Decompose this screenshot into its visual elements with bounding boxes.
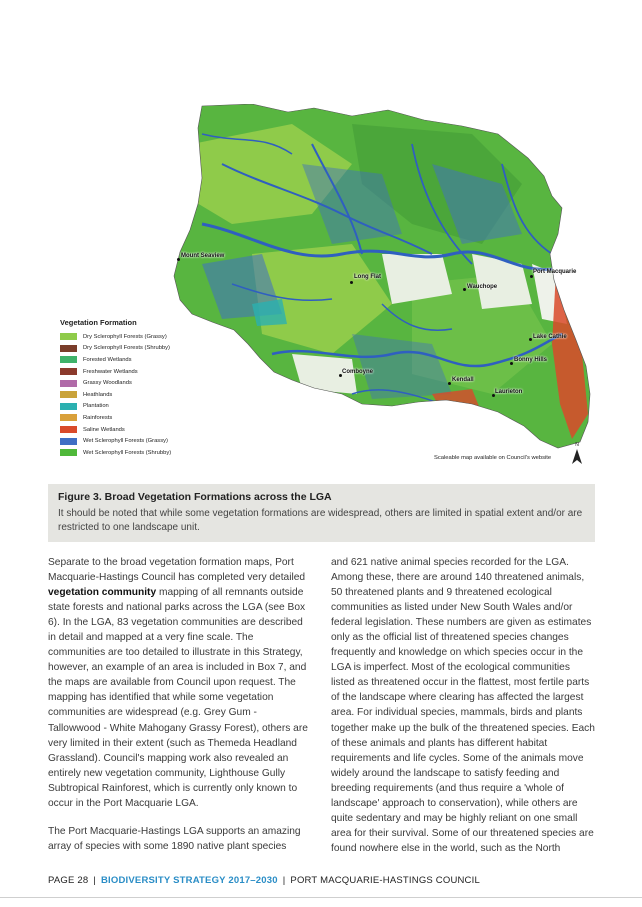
legend-label: Wet Sclerophyll Forests (Shrubby) bbox=[83, 449, 172, 456]
footer-rule bbox=[0, 897, 642, 898]
legend-swatch bbox=[60, 426, 77, 433]
document-title: BIODIVERSITY STRATEGY 2017–2030 bbox=[100, 875, 278, 886]
footer-separator: | bbox=[282, 875, 286, 886]
map-legend bbox=[60, 318, 210, 459]
legend-label: Plantation bbox=[83, 403, 109, 410]
town-label-wauchope: Wauchope bbox=[467, 284, 498, 290]
footer-separator: | bbox=[93, 875, 96, 886]
town-marker bbox=[463, 288, 466, 291]
town-label-port-macquarie: Port Macquarie bbox=[533, 269, 577, 275]
figure-note: It should be noted that while some vegetation formations are widespread, others are limited in spatial extent and/or are restricted to one landscape unit. bbox=[58, 508, 583, 533]
legend-item bbox=[60, 412, 210, 424]
legend-swatch bbox=[60, 438, 77, 445]
north-arrow-icon bbox=[571, 440, 583, 466]
vegetation-map bbox=[52, 104, 596, 474]
figure-caption bbox=[48, 484, 595, 542]
town-label-mount-seaview: Mount Seaview bbox=[181, 253, 225, 259]
town-marker bbox=[530, 275, 533, 278]
paragraph: The Port Macquarie-Hastings LGA supports an amazing array of species with some 1890 native plant species bbox=[48, 825, 301, 852]
legend-title: Vegetation Formation bbox=[60, 318, 137, 327]
paragraph bbox=[48, 555, 312, 811]
legend-swatch bbox=[60, 391, 77, 398]
legend-item bbox=[60, 435, 210, 447]
town-label-comboyne: Comboyne bbox=[342, 369, 374, 375]
town-marker bbox=[510, 362, 513, 365]
town-marker bbox=[350, 281, 353, 284]
text-run: Separate to the broad vegetation formation maps, Port Macquarie-Hastings Council has completed very detailed bbox=[48, 557, 306, 584]
legend-item bbox=[60, 447, 210, 459]
legend-swatch bbox=[60, 345, 77, 352]
town-label-laurieton: Laurieton bbox=[495, 389, 523, 395]
legend-label: Grassy Woodlands bbox=[83, 380, 132, 387]
text-run: mapping of all remnants outside state forests and national parks across the LGA (see Box 6). In the LGA, 83 vegetation communities are described in detail and mapped at a very fine scale. The communities are too detailed to illustrate in this Strategy, however, an example of an area is included in Box 7, and the maps are available from Council upon request. The mapping has identified that while some vegetation communities are widespread (e.g. Grey Gum - Tallowwood - White Mahogany Grassy Forest), others are very limited in their extent (such as Themeda Headland Grassland). Council's mapping work also revealed an entirely new vegetation community, Lighthouse Gully Subtropical Rainforest, which is currently only known to occur in the Port Macquarie LGA. bbox=[48, 587, 308, 809]
legend-item bbox=[60, 389, 210, 401]
legend-label: Rainforests bbox=[83, 414, 113, 421]
legend-label: Heathlands bbox=[83, 391, 113, 398]
legend-label: Saline Wetlands bbox=[83, 426, 125, 433]
paragraph: and 621 native animal species recorded for the LGA. Among these, there are around 140 threatened animals, 50 threatened plants and 9 threatened ecological communities as listed under New South Wales and/or federal legislation. These numbers are given as estimates only as the official list of threatened species changes frequently and knowledge on which species occur in the LGA is imperfect. Most of the ecological communities listed as threatened occur in the flattest, most fertile parts of the landscape where clearing has affected the largest area. For individual species, mammals, birds and plants together make up the bulk of the threatened species. Each of these animals and plants has different habitat requirements and life cycles. Some of the animals move widely around the landscape to satisfy feeding and breeding requirements (and thus require a 'whole of landscape' approach to conservation), while others are quite sedentary and may be highly reliant on one small area for their survival. Some of our threatened species are found nowhere else in the world, such as the North bbox=[331, 557, 595, 854]
legend-item bbox=[60, 354, 210, 366]
scale-note: Scaleable map available on Council's website bbox=[434, 455, 552, 461]
legend-label: Forested Wetlands bbox=[83, 356, 132, 363]
town-marker bbox=[448, 382, 451, 385]
town-marker bbox=[177, 258, 180, 261]
legend-label: Dry Sclerophyll Forests (Shrubby) bbox=[83, 345, 170, 352]
body-column-right bbox=[331, 555, 596, 856]
legend-swatch bbox=[60, 333, 77, 340]
legend-label: Dry Sclerophyll Forests (Grassy) bbox=[83, 333, 167, 340]
legend-swatch bbox=[60, 356, 77, 363]
legend-item bbox=[60, 401, 210, 413]
north-label: N bbox=[575, 442, 579, 448]
town-label-long-flat: Long Flat bbox=[354, 274, 381, 280]
council-name: PORT MACQUARIE-HASTINGS COUNCIL bbox=[290, 875, 480, 886]
keyword: vegetation community bbox=[48, 587, 157, 599]
legend-swatch bbox=[60, 368, 77, 375]
legend-item bbox=[60, 343, 210, 355]
town-marker bbox=[529, 338, 532, 341]
legend-swatch bbox=[60, 380, 77, 387]
figure-title: Figure 3. Broad Vegetation Formations across the LGA bbox=[58, 491, 332, 503]
legend-item bbox=[60, 331, 210, 343]
legend-item bbox=[60, 424, 210, 436]
page-number: PAGE 28 bbox=[48, 875, 89, 886]
legend-label: Wet Sclerophyll Forests (Grassy) bbox=[83, 438, 168, 445]
legend-label: Freshwater Wetlands bbox=[83, 368, 138, 375]
legend-item bbox=[60, 366, 210, 378]
legend-swatch bbox=[60, 449, 77, 456]
body-column-left bbox=[48, 555, 312, 854]
town-label-kendall: Kendall bbox=[452, 377, 474, 383]
page-footer bbox=[48, 875, 480, 886]
legend-swatch bbox=[60, 403, 77, 410]
legend-item bbox=[60, 377, 210, 389]
town-label-lake-cathie: Lake Cathie bbox=[533, 334, 567, 340]
town-label-bonny-hills: Bonny Hills bbox=[514, 357, 548, 363]
legend-swatch bbox=[60, 414, 77, 421]
